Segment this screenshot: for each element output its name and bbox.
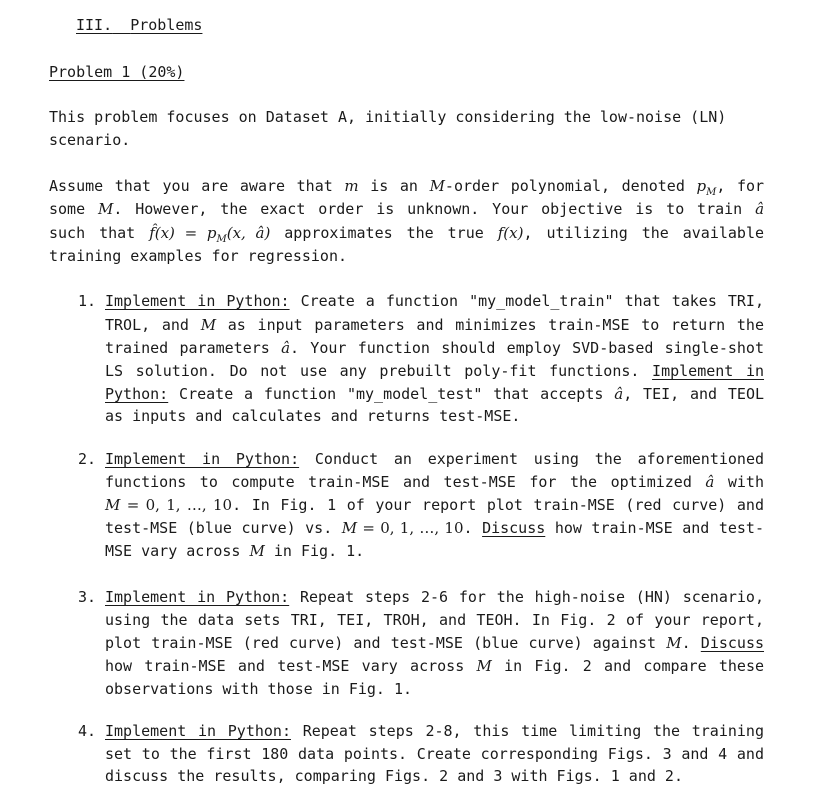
item-2-line-4: test-MSE (blue curve) vs. M = 0, 1, …, 10. Discuss how train-MSE and test- <box>105 519 764 537</box>
para2-line-3: such that f̂(x) = $p_M(x$, â) approximates the true f(x), utilizing the available <box>49 224 765 245</box>
math-M-range: M = 0, 1, …, 10 <box>105 496 233 514</box>
intro-line-2: scenario. <box>49 131 131 149</box>
section-heading <box>76 16 202 35</box>
math-M: M <box>249 542 265 560</box>
item-1-line-1: Implement in Python: Create a function "my_model_train" that takes TRI, <box>105 292 764 310</box>
item-3-line-2: using the data sets TRI, TEI, TROH, and TEOH. In Fig. 2 of your report, <box>105 611 764 629</box>
math-m: m <box>344 177 359 195</box>
section-title: Problems <box>130 16 203 34</box>
math-M-range: M = 0, 1, …, 10 <box>341 519 464 537</box>
item-1-line-2: TROL, and M as input parameters and minimizes train-MSE to return the <box>105 316 764 334</box>
item-number: 3. <box>78 588 97 606</box>
math-ahat: â <box>755 200 765 218</box>
math-fhat-expr: f̂(x) = $p_M(x$, â) <box>149 224 271 245</box>
math-ahat: â <box>614 385 624 403</box>
para2-line-1: Assume that you are aware that m is an M-order polynomial, denoted $p_M$, for <box>49 177 765 198</box>
item-2-line-5: MSE vary across M in Fig. 1. <box>105 542 365 560</box>
item-2-line-1: Implement in Python: Conduct an experiment using the aforementioned <box>105 450 765 468</box>
math-M: M <box>476 657 492 675</box>
item-1-line-6: as inputs and calculates and returns test-MSE. <box>105 407 521 425</box>
item-1-line-5: Python: Create a function "my_model_test" that accepts â, TEI, and TEOL <box>105 385 765 403</box>
section-number: III. <box>76 16 113 34</box>
math-M: M <box>429 177 445 195</box>
math-ahat: â <box>281 339 291 357</box>
item-1-line-3: trained parameters â. Your function should employ SVD-based single-shot <box>105 339 764 357</box>
item-2-line-2: functions to compute train-MSE and test-MSE for the optimized â with <box>105 473 764 491</box>
item-4-line-1: Implement in Python: Repeat steps 2-8, this time limiting the training <box>105 722 764 740</box>
math-pM: $p_M$ <box>696 177 717 198</box>
item-number: 1. <box>78 292 97 310</box>
intro-line-1: This problem focuses on Dataset A, initially considering the low-noise (LN) <box>49 108 727 126</box>
math-M: M <box>97 200 114 218</box>
item-3-line-4: how train-MSE and test-MSE vary across M in Fig. 2 and compare these <box>105 657 765 675</box>
item-3-line-3: plot train-MSE (red curve) and test-MSE (blue curve) against M. Discuss <box>105 634 765 652</box>
math-M: M <box>200 316 217 334</box>
para2-line-4: training examples for regression. <box>49 247 348 265</box>
item-3-line-5: observations with those in Fig. 1. <box>105 680 413 698</box>
item-2-line-3: M = 0, 1, …, 10. In Fig. 1 of your report plot train-MSE (red curve) and <box>105 496 764 514</box>
para2-line-2: some M. However, the exact order is unknown. Your objective is to train â <box>49 200 765 218</box>
item-3-line-1: Implement in Python: Repeat steps 2-6 for the high-noise (HN) scenario, <box>105 588 764 606</box>
problem-heading: Problem 1 (20%) <box>49 63 185 81</box>
math-fx: f(x) <box>497 224 524 242</box>
math-M: M <box>666 634 682 652</box>
item-1-line-4: LS solution. Do not use any prebuilt poly-fit functions. Implement in <box>105 362 765 380</box>
math-ahat: â <box>705 473 715 491</box>
item-4-line-3: discuss the results, comparing Figs. 2 and 3 with Figs. 1 and 2. <box>105 767 683 785</box>
item-4-line-2: set to the first 180 data points. Create corresponding Figs. 3 and 4 and <box>105 745 764 763</box>
item-number: 2. <box>78 450 97 468</box>
item-number: 4. <box>78 722 97 740</box>
